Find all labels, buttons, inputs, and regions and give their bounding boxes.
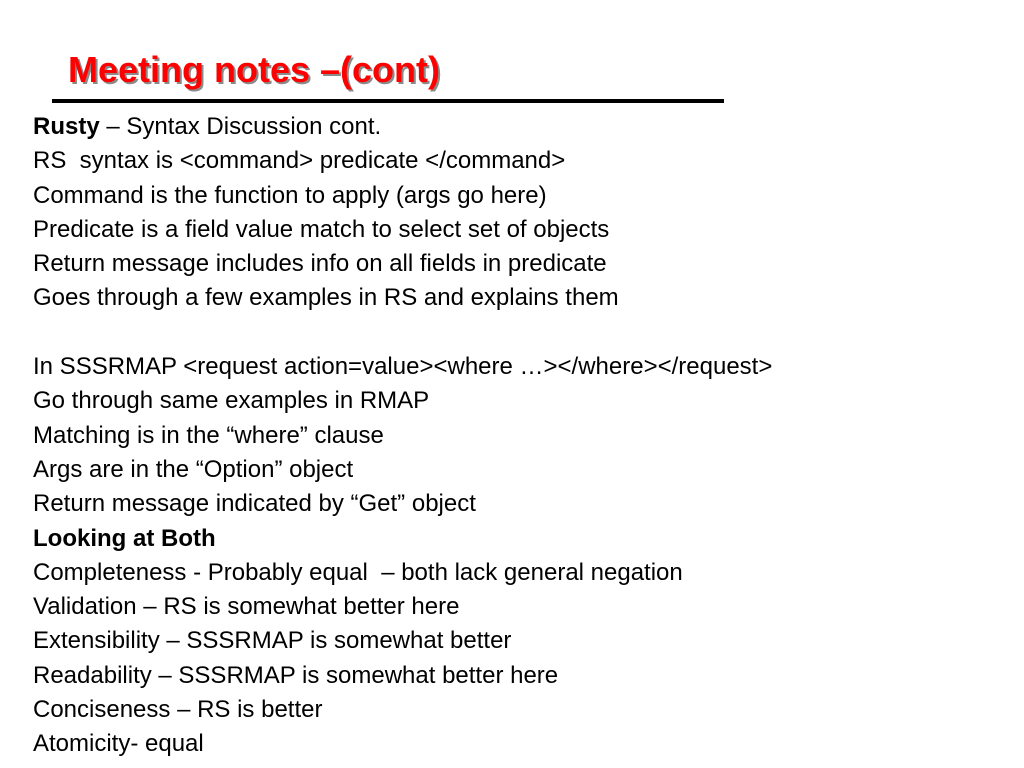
rs-note-line: Return message includes info on all fields in predicate (33, 250, 607, 278)
speaker-line (33, 110, 1013, 144)
comparison-line: Completeness - Probably equal – both lack general negation (33, 558, 683, 586)
sssrmap-note-line: Args are in the “Option” object (33, 455, 354, 483)
rs-note-line: Predicate is a field value match to select set of objects (33, 215, 610, 243)
comparison-line: Atomicity- equal (33, 730, 204, 758)
comparison-line: Validation – RS is somewhat better here (33, 593, 460, 621)
title-underline (52, 99, 724, 103)
comparison-line: Conciseness – RS is better (33, 696, 323, 724)
sssrmap-note-line: Go through same examples in RMAP (33, 387, 430, 415)
slide-title: Meeting notes –(cont) (68, 49, 441, 90)
notes-body (33, 110, 1013, 762)
comparison-heading: Looking at Both (33, 524, 216, 552)
rs-note-line: Goes through a few examples in RS and explains them (33, 284, 619, 312)
comparison-line: Extensibility – SSSRMAP is somewhat better (33, 627, 512, 655)
rs-note-line: Command is the function to apply (args go here) (33, 181, 547, 209)
speaker-name: Rusty (33, 113, 100, 140)
speaker-topic: – Syntax Discussion cont. (99, 113, 382, 140)
paragraph-spacer (33, 316, 1013, 350)
rs-note-line: RS syntax is <command> predicate </command> (33, 147, 566, 175)
sssrmap-note-line: In SSSRMAP <request action=value><where …></where></request> (33, 353, 773, 381)
comparison-line: Readability – SSSRMAP is somewhat better here (33, 661, 559, 689)
sssrmap-note-line: Matching is in the “where” clause (33, 421, 384, 449)
sssrmap-note-line: Return message indicated by “Get” object (33, 490, 476, 518)
